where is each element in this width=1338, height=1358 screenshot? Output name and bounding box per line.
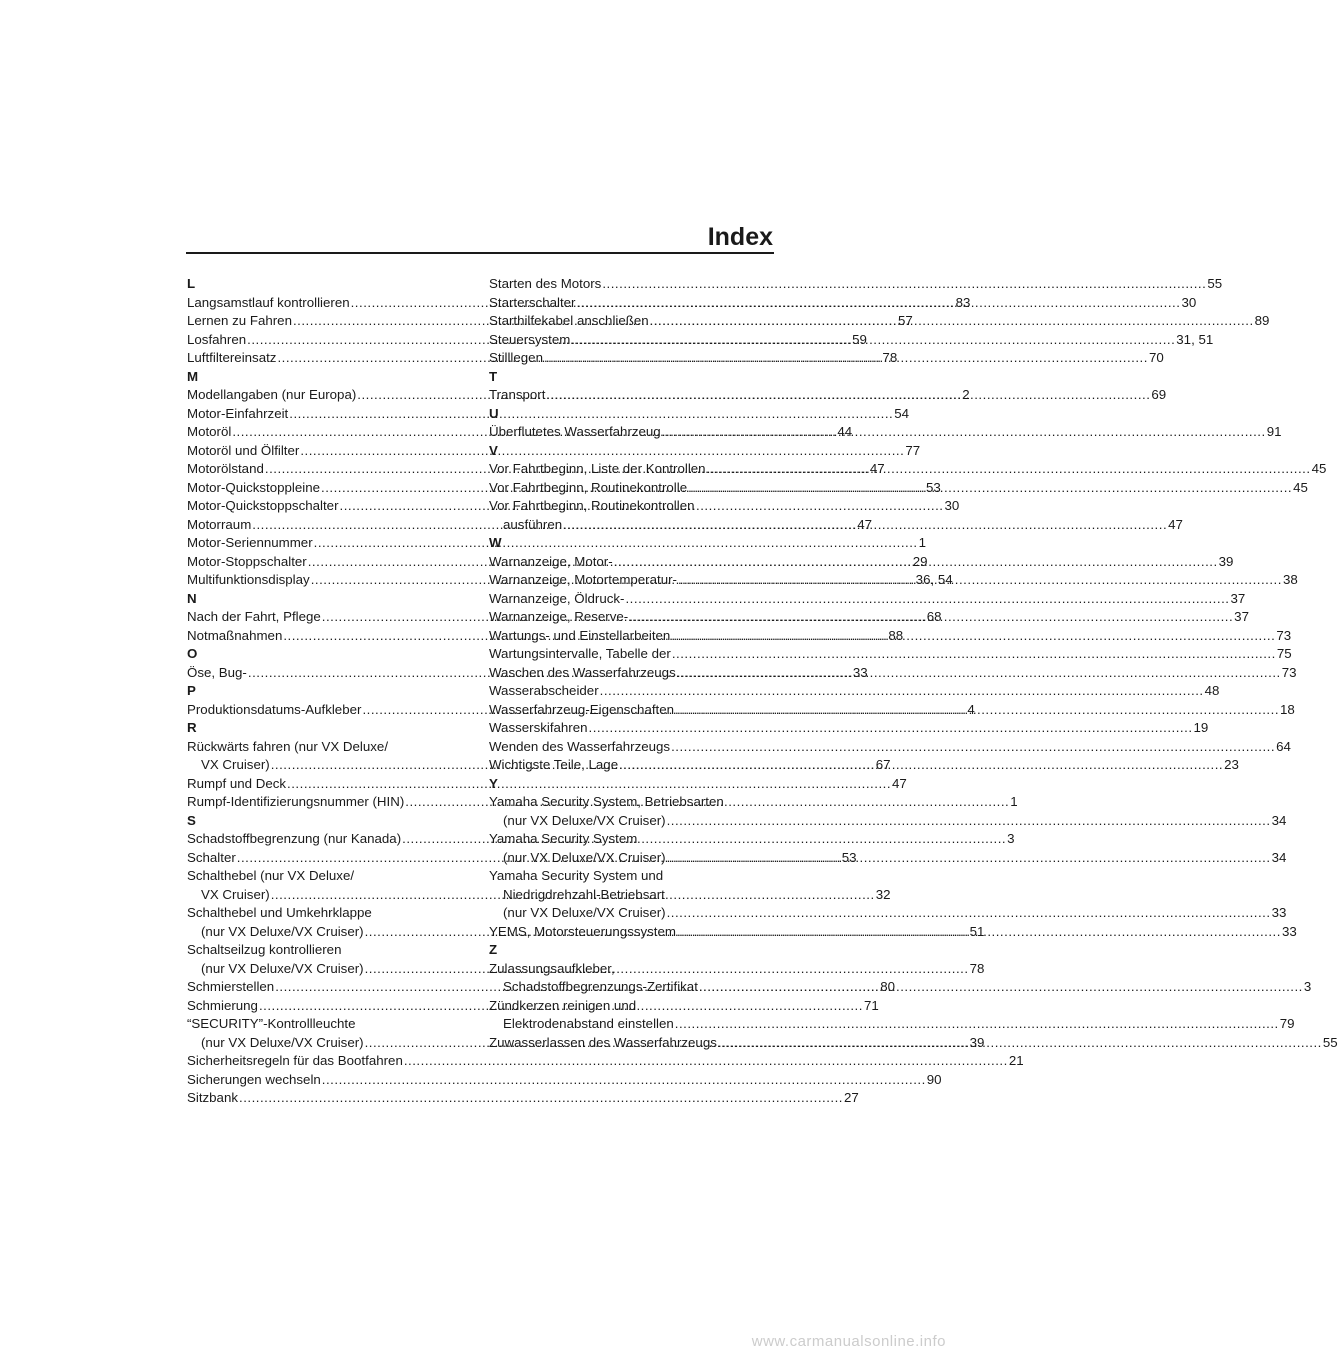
index-entry-page: 1 (918, 535, 927, 550)
index-entry-page: 30 (944, 498, 960, 513)
index-entry-term: Rumpf und Deck (187, 775, 287, 791)
index-entry-page: 47 (857, 516, 873, 532)
index-letter-heading: L (187, 276, 196, 291)
index-letter-heading: T (489, 368, 498, 384)
index-entry-page: 3 (1303, 979, 1312, 994)
index-entry-page: 2 (962, 387, 970, 402)
dot-leader (614, 553, 1218, 572)
index-entry-term: Nach der Fahrt, Pflege (187, 609, 321, 624)
index-entry-page: 89 (1254, 313, 1270, 328)
index-entry-term: Wartungs- und Einstellarbeiten (489, 627, 671, 643)
dot-leader (667, 904, 1271, 923)
dot-leader (718, 1034, 1322, 1053)
index-entry-term: Schmierung (187, 997, 258, 1013)
index-entry-term: Waschen des Wasserfahrzeugs (489, 664, 676, 680)
index-entry-term: (nur VX Deluxe/VX Cruiser) (503, 812, 666, 828)
index-entry-term: Wasserskifahren (489, 720, 588, 735)
index-entry-line: Zündkerzen reinigen und (489, 997, 637, 1013)
index-entry-term: Motor-Seriennummer (187, 535, 313, 550)
index-entry-page: 55 (1207, 276, 1223, 291)
index-entry-line: Niedrigdrehzahl-Betriebsart (503, 886, 665, 902)
index-entry-term: Überflutetes Wasserfahrzeug (489, 424, 661, 439)
index-entry-page: 54 (894, 405, 910, 421)
index-entry-page: 44 (837, 424, 853, 439)
index-entry-page: 51 (969, 923, 985, 939)
dot-leader (707, 460, 1311, 479)
index-entry (187, 1052, 1024, 1071)
index-entry-page: 33 (852, 664, 868, 680)
index-entry-page: 75 (1276, 646, 1292, 661)
index-entry (489, 812, 1287, 831)
index-entry-page: 79 (1279, 1016, 1295, 1031)
index-entry-term: Produktionsdatums-Aufkleber (187, 701, 362, 717)
index-entry-term: Schmierstellen (187, 979, 275, 994)
index-entry-term: Sicherheitsregeln für das Bootfahren (187, 1053, 403, 1068)
dot-leader (619, 756, 1223, 775)
index-entry-page: 36, 54 (915, 572, 953, 587)
index-entry-term: Vor Fahrtbeginn, Liste der Kontrollen (489, 461, 706, 476)
index-entry-page: 69 (1151, 387, 1167, 402)
index-entry-page: 4 (967, 701, 975, 717)
index-entry (489, 645, 1292, 664)
index-entry-term: Schadstoffbegrenzung (nur Kanada) (187, 831, 402, 846)
index-entry-page: 78 (969, 960, 985, 976)
index-entry (489, 682, 1220, 701)
index-entry-page: 90 (926, 1071, 942, 1087)
index-entry-term: Wartungsintervalle, Tabelle der (489, 646, 671, 661)
index-entry (187, 442, 921, 461)
index-letter-heading: O (187, 646, 198, 661)
index-entry-term: Steuersystem (489, 331, 571, 347)
index-entry-term: Sitzbank (187, 1090, 238, 1105)
index-entry-term: Losfahren (187, 331, 247, 347)
index-entry-page: 21 (1008, 1053, 1024, 1068)
index-entry (187, 1089, 859, 1108)
dot-leader (677, 664, 1281, 683)
index-entry-page: 88 (888, 627, 904, 643)
index-entry (187, 775, 907, 794)
index-entry-term: Vor Fahrtbeginn, Routinekontrolle (489, 479, 688, 495)
dot-leader (677, 923, 1281, 942)
index-letter-heading: Y (489, 775, 498, 791)
index-entry-term: Motorölstand (187, 461, 264, 476)
index-entry-term: Starthilfekabel anschließen (489, 313, 649, 328)
index-entry-page: 70 (1148, 350, 1164, 365)
index-entry-term: VX Cruiser) (201, 886, 270, 902)
index-entry-page: 29 (912, 553, 928, 569)
index-letter-heading: V (489, 442, 498, 458)
index-entry-page: 57 (897, 313, 913, 328)
index-entry-term: (nur VX Deluxe/VX Cruiser) (503, 905, 666, 920)
dot-leader (688, 479, 1292, 498)
index-entry (489, 275, 1223, 294)
index-entry (489, 701, 1295, 720)
index-entry-line: “SECURITY”-Kontrollleuchte (187, 1016, 356, 1031)
index-entry-page: 33 (1281, 923, 1297, 939)
index-entry-term: Elektrodenabstand einstellen (503, 1016, 674, 1031)
dot-leader (629, 608, 1233, 627)
index-entry (187, 1071, 942, 1090)
index-entry-page: 39 (969, 1034, 985, 1050)
index-entry-page: 45 (1293, 479, 1308, 495)
index-entry-page: 34 (1271, 812, 1287, 828)
index-entry-page: 77 (905, 442, 921, 458)
index-entry-page: 23 (1224, 757, 1239, 772)
index-entry-term: Schalter (187, 849, 236, 865)
page-title: Index (707, 223, 773, 251)
index-entry-page: 27 (843, 1090, 859, 1105)
index-letter-heading: R (187, 720, 197, 735)
index-letter-heading: W (489, 535, 502, 550)
index-entry-term: Warnanzeige, Motor- (489, 553, 613, 569)
index-entry (489, 386, 1167, 405)
index-letter-heading: S (187, 812, 196, 828)
index-entry-term: Rumpf-Identifizierungsnummer (HIN) (187, 794, 405, 809)
index-entry-term: Wenden des Wasserfahrzeugs (489, 738, 671, 754)
index-entry-page: 48 (1204, 683, 1220, 698)
index-entry-term: (nur VX Deluxe/VX Cruiser) (201, 1034, 364, 1050)
index-entry-term: Motoröl (187, 424, 232, 439)
index-entry-term: (nur VX Deluxe/VX Cruiser) (201, 960, 364, 976)
index-entry-line: Schalthebel und Umkehrklappe (187, 905, 372, 920)
dot-leader (404, 1052, 1008, 1071)
index-entry (489, 516, 1183, 535)
dot-leader (672, 645, 1276, 664)
dot-leader (544, 349, 1148, 368)
dot-leader (662, 423, 1266, 442)
index-entry-page: 47 (869, 461, 885, 476)
index-entry-term: Wasserabscheider (489, 683, 599, 698)
index-entry-page: 47 (1168, 516, 1183, 532)
dot-leader (667, 849, 1271, 868)
index-entry-line: Vor Fahrtbeginn, Routinekontrollen (489, 498, 695, 513)
index-entry-term: Stilllegen (489, 350, 543, 365)
index-entry-page: 18 (1280, 701, 1295, 717)
index-letter-heading: Z (489, 942, 498, 957)
dot-leader (667, 812, 1271, 831)
index-entry-page: 83 (955, 294, 971, 310)
index-letter-heading: M (187, 368, 199, 384)
dot-leader (625, 590, 1229, 609)
index-entry-line: Rückwärts fahren (nur VX Deluxe/ (187, 738, 389, 754)
index-entry-term: Multifunktionsdisplay (187, 572, 310, 587)
dot-leader (563, 516, 1167, 535)
index-entry-page: 37 (1234, 609, 1249, 624)
dot-leader (678, 571, 1282, 590)
dot-leader (675, 1015, 1279, 1034)
index-entry-page: 73 (1276, 627, 1292, 643)
index-entry-term: Notmaßnahmen (187, 627, 283, 643)
index-entry (489, 719, 1209, 738)
dot-leader (675, 701, 1279, 720)
index-entry-term: Motor-Quickstoppleine (187, 479, 321, 495)
dot-leader (589, 719, 1193, 738)
index-entry-term: ausführen (503, 516, 563, 532)
dot-leader (571, 331, 1175, 350)
index-entry-line: Yamaha Security System, Betriebsarten (489, 794, 724, 809)
index-letter-heading: U (489, 405, 499, 421)
index-entry-page: 31, 51 (1176, 331, 1214, 347)
index-entry-term: Motor-Stoppschalter (187, 553, 307, 569)
index-entry-page: 33 (1271, 905, 1287, 920)
index-entry-term: Motorraum (187, 516, 252, 532)
index-entry-page: 71 (863, 997, 879, 1013)
index-entry-line: Schalthebel (nur VX Deluxe/ (187, 868, 355, 883)
index-entry-term: Warnanzeige, Reserve- (489, 609, 629, 624)
title-rule (186, 252, 774, 254)
dot-leader (699, 978, 1303, 997)
index-entry-term: Schadstoffbegrenzungs-Zertifikat (503, 979, 698, 994)
index-entry-page: 64 (1276, 738, 1291, 754)
index-entry-term: Langsamstlauf kontrollieren (187, 294, 350, 310)
dot-leader (650, 312, 1254, 331)
index-entry-page: 47 (892, 775, 907, 791)
index-entry-page: 59 (852, 331, 867, 347)
index-entry-term: (nur VX Deluxe/VX Cruiser) (201, 923, 364, 939)
dot-leader (546, 386, 1150, 405)
dot-leader (602, 275, 1206, 294)
index-entry-page: 30 (1181, 294, 1197, 310)
index-entry-term: Transport (489, 387, 546, 402)
watermark: www.carmanualsonline.info (751, 1333, 946, 1350)
dot-leader (576, 294, 1180, 313)
index-entry (187, 405, 910, 424)
index-entry-term: Modellangaben (nur Europa) (187, 387, 357, 402)
index-entry-page: 1 (1010, 794, 1018, 809)
index-entry-page: 38 (1282, 572, 1298, 587)
index-entry-page: 55 (1322, 1034, 1338, 1050)
index-entry-line: Yamaha Security System und (489, 868, 664, 883)
index-entry-term: YEMS, Motorsteuerungssystem (489, 923, 676, 939)
index-entry-page: 53 (841, 849, 857, 865)
index-entry (489, 738, 1291, 757)
index-entry-page: 67 (875, 757, 891, 772)
index-entry-term: Luftfiltereinsatz (187, 350, 277, 365)
index-entry-line: Yamaha Security System (489, 831, 638, 846)
index-entry-page: 34 (1271, 849, 1287, 865)
index-entry-page: 53 (926, 479, 941, 495)
index-entry-page: 39 (1218, 553, 1234, 569)
index-letter-heading: N (187, 590, 197, 606)
dot-leader (322, 1071, 926, 1090)
index-entry (489, 590, 1246, 609)
index-entry-term: Sicherungen wechseln (187, 1071, 321, 1087)
index-entry-term: Warnanzeige, Öldruck- (489, 590, 625, 606)
index-entry-term: Starten des Motors (489, 276, 602, 291)
index-entry (187, 534, 927, 553)
index-entry-term: Zuwasserlassen des Wasserfahrzeugs (489, 1034, 717, 1050)
index-entry-page: 78 (882, 350, 898, 365)
index-entry-term: Starterschalter (489, 294, 576, 310)
index-entry-line: Zulassungsaufkleber, (489, 960, 615, 976)
index-entry-term: Warnanzeige, Motortemperatur- (489, 572, 677, 587)
index-entry-term: Wichtigste Teile, Lage (489, 757, 619, 772)
index-entry-term: (nur VX Deluxe/VX Cruiser) (503, 849, 666, 865)
index-entry-page: 68 (926, 609, 942, 624)
dot-leader (239, 1089, 843, 1108)
dot-leader (671, 627, 1275, 646)
index-entry-page: 80 (880, 979, 895, 994)
index-entry (489, 1015, 1295, 1034)
index-entry-term: Motor-Quickstoppschalter (187, 498, 339, 513)
index-entry (489, 904, 1287, 923)
index-entry-page: 73 (1281, 664, 1297, 680)
index-entry-term: Öse, Bug- (187, 664, 247, 680)
index-entry-page: 32 (875, 886, 891, 902)
index-entry-page: 91 (1266, 424, 1282, 439)
index-entry-term: Motoröl und Ölfilter (187, 442, 300, 458)
index-entry-term: Motor-Einfahrzeit (187, 405, 289, 421)
index-entry-page: 3 (1007, 831, 1015, 846)
dot-leader (600, 682, 1204, 701)
index-entry-page: 45 (1311, 461, 1327, 476)
index-entry-page: 37 (1230, 590, 1246, 606)
index-entry-term: Wasserfahrzeug-Eigenschaften (489, 701, 675, 717)
index-entry-page: 19 (1193, 720, 1209, 735)
index-entry-term: Lernen zu Fahren (187, 313, 292, 328)
index-letter-heading: P (187, 683, 196, 698)
index-entry-line: Schaltseilzug kontrollieren (187, 942, 342, 957)
dot-leader (671, 738, 1275, 757)
index-entry-term: VX Cruiser) (201, 757, 270, 772)
